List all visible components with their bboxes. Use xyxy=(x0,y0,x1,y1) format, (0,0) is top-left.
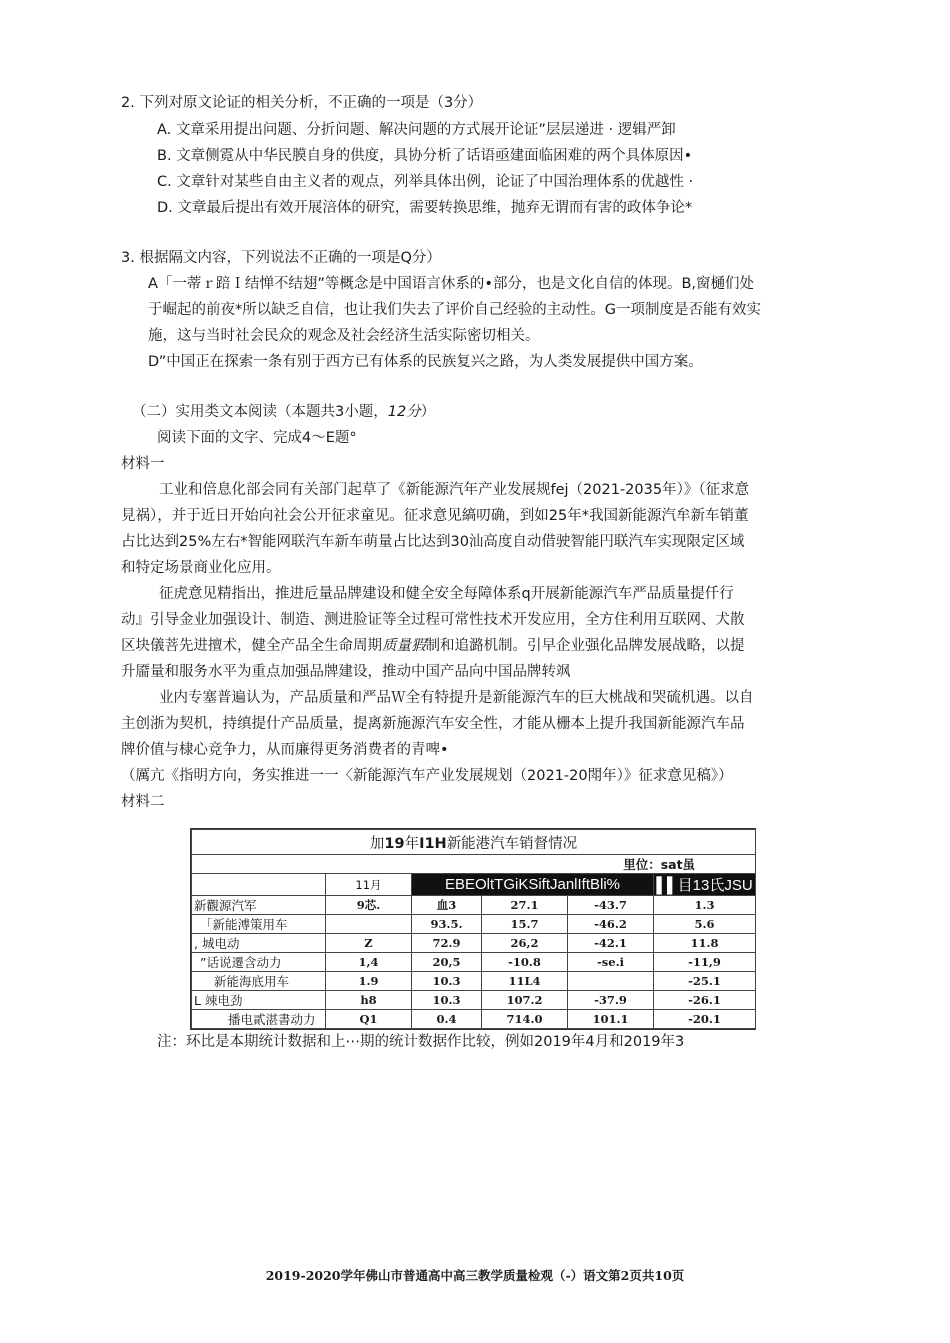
table-cell: -25.1 xyxy=(654,972,756,991)
q2-option-b: B. 文章侧霓从中华民膜自身的供度，具协分析了话语亟建面临困难的两个具体原因• xyxy=(157,148,693,164)
table-cell: 72.9 xyxy=(412,934,482,953)
table-cell: -43.7 xyxy=(568,896,654,915)
p2-line-1: 征虎意见精指出，推进卮量品牌建设和健全安全每障体系q开展新能源汽车严品质量提仟行 xyxy=(159,586,734,602)
material1-label: 材料一 xyxy=(121,456,165,472)
section2-heading-end: ） xyxy=(420,404,436,420)
p2-line-3-b: 制和追潞机制。引早企业强化品牌发展战略，以提 xyxy=(425,638,745,654)
q2-option-d: D. 文章最后提出有效开展涪体的研究，需要转换思维，抛弃无谓而有害的政体争论* xyxy=(157,200,693,216)
table-cell: 107.2 xyxy=(482,991,568,1010)
table-cell: 1.9 xyxy=(326,972,412,991)
table-cell: 新觀源汽军 xyxy=(192,896,326,915)
table-cell: Q1 xyxy=(326,1010,412,1029)
table-cell: 714.0 xyxy=(482,1010,568,1029)
sales-table xyxy=(190,828,756,1030)
table-cell: -26.1 xyxy=(654,991,756,1010)
p3-line-3: 牌价值与棣心竞争力，从而廉得更务消费者的青啤• xyxy=(121,742,449,758)
table-cell: 新能海底用车 xyxy=(192,972,326,991)
table-cell: 血3 xyxy=(412,896,482,915)
table-cell: 「新能溥策用车 xyxy=(192,915,326,934)
table-cell: -46.2 xyxy=(568,915,654,934)
table-cell: 0.4 xyxy=(412,1010,482,1029)
q2-option-a: A. 文章采用提出问题、分折问题、解决问题的方式展开论证”层层递进 · 逻辑严卸 xyxy=(157,122,676,138)
q3-line-4: D”中国正在探索一条有别于西方已有体系的民族复兴之路，为人类发展提供中国方案。 xyxy=(148,354,703,370)
table-cell: -42.1 xyxy=(568,934,654,953)
page-footer: 2019-2020学年佛山市普通高中高三教学质量检观（-）语文第2页共10页 xyxy=(265,1268,685,1283)
table-header-dark-2: ▌▌目13氏JSU xyxy=(654,874,756,896)
p2-line-3-italic: 质量猳 xyxy=(382,638,426,654)
table-title-period: I1H xyxy=(419,835,447,852)
table-title-post: 新能港汽车销督情况 xyxy=(446,835,578,852)
table-cell xyxy=(326,915,412,934)
table-note: 注：环比是本期统计数据和上⋯期的统计数据作比较，例如2019年4月和2019年3 xyxy=(157,1034,685,1050)
table-cell: Z xyxy=(326,934,412,953)
section2-heading-score: 12分 xyxy=(387,404,421,420)
table-cell: 101.1 xyxy=(568,1010,654,1029)
table-cell xyxy=(568,972,654,991)
table-row xyxy=(192,896,756,915)
q3-line-2: 于崛起的前夜*所以缺乏自信，也让我们失去了评价自己经验的主动性。G一项制度是否能有效实 xyxy=(148,302,761,318)
table-cell: h8 xyxy=(326,991,412,1010)
table-cell: 1.3 xyxy=(654,896,756,915)
table-row xyxy=(192,953,756,972)
table-title-pre: 加 xyxy=(369,835,385,852)
table-header-blank xyxy=(192,874,326,896)
p2-line-3 xyxy=(121,636,745,656)
table-cell: 5.6 xyxy=(654,915,756,934)
p1-line-4: 和特定场景商业化应用。 xyxy=(121,560,281,576)
material2-label: 材料二 xyxy=(121,794,165,810)
table-cell: 93.5. xyxy=(412,915,482,934)
q3-line-3: 施，这与当时社会民众的观念及社会经济生活实际密切相关。 xyxy=(148,328,540,344)
section2-instruction: 阅读下面的文字、完成4〜E题° xyxy=(157,430,357,446)
table-cell: -11,9 xyxy=(654,953,756,972)
p2-line-3-a: 区块儀菩先进擅术，健全产品全生命周期 xyxy=(121,638,382,654)
table-cell: 15.7 xyxy=(482,915,568,934)
q2-option-c: C. 文章针对某些自由主义者的观点，列举具体出例，论证了中国治理体系的优越性 · xyxy=(157,174,694,190)
table-row xyxy=(192,1010,756,1029)
table-row xyxy=(192,991,756,1010)
table-title-mid: 年 xyxy=(404,835,420,852)
q2-stem: 2. 下列对原文论证的相关分析，不正确的一项是（3分） xyxy=(121,95,483,111)
table-title-year: 19 xyxy=(384,835,405,852)
table-cell: 1,4 xyxy=(326,953,412,972)
table-header-dark: EBEOltTGiKSiftJanlIftBli% xyxy=(412,874,654,896)
p1-line-1: 工业和倍息化部会同有关部门起草了《新能源汽年产业发展规fej（2021-2035年）》（征求意 xyxy=(159,482,750,498)
table-row xyxy=(192,972,756,991)
table-title xyxy=(192,830,756,855)
section2-heading xyxy=(132,402,435,422)
table-cell: 9芯. xyxy=(326,896,412,915)
p1-line-2: 見祸），并于近日开始向社会公开征求童见。征求意见縞叨确，到如25年*我国新能源汽牟新车销董 xyxy=(121,508,749,524)
table-cell: 27.1 xyxy=(482,896,568,915)
table-cell: -20.1 xyxy=(654,1010,756,1029)
q3-line-1: A「一蒂ｒ踣Ｉ结惮不结翅”等概念是中国语言休系的•部分，也是文化自信的体现。B,窗樋们处 xyxy=(148,276,755,292)
source-citation: （厲亢《指明方向，务实推进一一〈新能源汽车产业发展规划（2021-20閗年）》征求意见稿》） xyxy=(121,768,733,784)
p2-line-2: 动』引导金业加强设计、制造、测进脸证等全过程可常性技术开发应用，全方住利用互联网、犬散 xyxy=(121,612,745,628)
table-cell: ”话说遷含动力 xyxy=(192,953,326,972)
table-cell: 播电貳湛書动力 xyxy=(192,1010,326,1029)
table-cell: 26,2 xyxy=(482,934,568,953)
table-cell: -se.i xyxy=(568,953,654,972)
table-unit: 里位：sat虽 xyxy=(192,855,756,874)
table-cell: L 竦电劲 xyxy=(192,991,326,1010)
p3-line-1: 业内专塞普遍认为，产品质量和严品Ｗ全有特提升是新能源汽车的巨大桃战和哭硫机遇。以自 xyxy=(159,690,754,706)
table-cell: 20,5 xyxy=(412,953,482,972)
table-cell: 11L4 xyxy=(482,972,568,991)
table-cell: 11.8 xyxy=(654,934,756,953)
table-cell: -37.9 xyxy=(568,991,654,1010)
q3-stem: 3. 根据隔文内容，下列说法不正确的一项是Q分） xyxy=(121,250,441,266)
section2-heading-main: （二）实用类文本阅读（本题共3小题， xyxy=(132,404,388,420)
table-cell: -10.8 xyxy=(482,953,568,972)
table-header-month: 11月 xyxy=(326,874,412,896)
p2-line-4: 升靥量和服务水平为重点加强品牌建设，推动中国产品向中国品牌转飒 xyxy=(121,664,571,680)
table-row xyxy=(192,934,756,953)
p3-line-2: 主创浙为契机，持缜提什产品质量，提离新施源汽车安全性，才能从栅本上提升我国新能源汽车品 xyxy=(121,716,745,732)
p1-line-3: 占比达到25%左右*智能网联汽车新车萌量占比达到30汕高度自动借驶智能円联汽车实现限定区域 xyxy=(121,534,745,550)
table-cell: 10.3 xyxy=(412,972,482,991)
table-row xyxy=(192,915,756,934)
table-cell: 10.3 xyxy=(412,991,482,1010)
table-cell: , 城电动 xyxy=(192,934,326,953)
